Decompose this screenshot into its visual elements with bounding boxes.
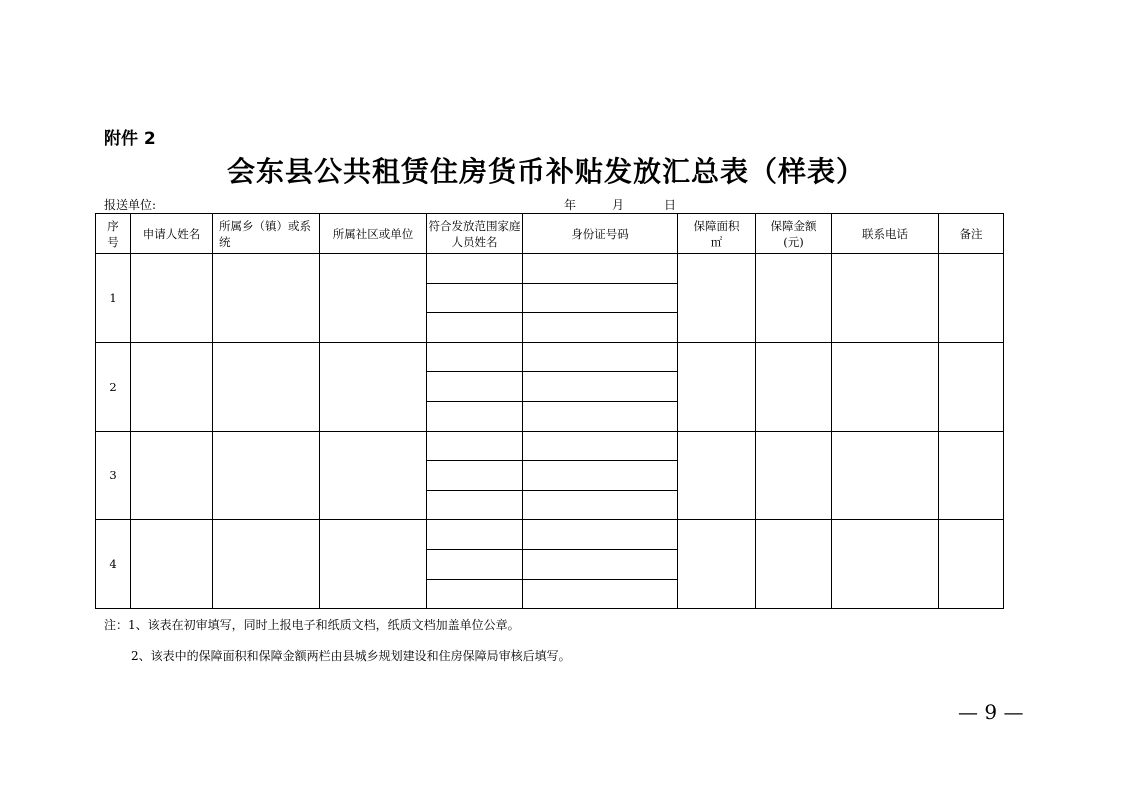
family-member-cell xyxy=(427,520,523,550)
date-day-label: 日 xyxy=(664,198,677,212)
phone-cell xyxy=(832,431,939,520)
id-number-cell xyxy=(523,520,678,550)
id-number-cell xyxy=(523,579,678,609)
header-area: 保障面积 ㎡ xyxy=(678,214,756,254)
applicant-name-cell xyxy=(131,342,213,431)
id-number-cell xyxy=(523,254,678,284)
header-id-number: 身份证号码 xyxy=(523,214,678,254)
community-cell xyxy=(320,342,427,431)
page-title: 会东县公共租赁住房货币补贴发放汇总表（样表） xyxy=(226,155,865,188)
header-phone: 联系电话 xyxy=(832,214,939,254)
applicant-name-cell xyxy=(131,431,213,520)
community-cell xyxy=(320,520,427,609)
table-row xyxy=(96,431,1004,461)
family-member-cell xyxy=(427,342,523,372)
remarks-cell xyxy=(939,342,1004,431)
family-member-cell xyxy=(427,461,523,491)
table-row xyxy=(96,342,1004,372)
header-township: 所属乡（镇）或系统 xyxy=(213,214,320,254)
header-family-members: 符合发放范围家庭人员姓名 xyxy=(427,214,523,254)
family-member-cell xyxy=(427,254,523,284)
phone-cell xyxy=(832,520,939,609)
amount-cell xyxy=(756,520,832,609)
row-seq-cell: 3 xyxy=(96,431,131,520)
date-year-label: 年 xyxy=(564,198,577,212)
family-member-cell xyxy=(427,313,523,343)
area-cell xyxy=(678,520,756,609)
header-amount: 保障金额 (元) xyxy=(756,214,832,254)
applicant-name-cell xyxy=(131,520,213,609)
table-header-row xyxy=(96,214,1004,254)
page-number: — 9 — xyxy=(958,700,1024,724)
id-number-cell xyxy=(523,401,678,431)
id-number-cell xyxy=(523,342,678,372)
township-cell xyxy=(213,254,320,343)
family-member-cell xyxy=(427,283,523,313)
row-seq-cell: 2 xyxy=(96,342,131,431)
community-cell xyxy=(320,254,427,343)
note-2: 2、该表中的保障面积和保障金额两栏由县城乡规划建设和住房保障局审核后填写。 xyxy=(131,649,571,663)
family-member-cell xyxy=(427,549,523,579)
township-cell xyxy=(213,520,320,609)
family-member-cell xyxy=(427,579,523,609)
subsidy-summary-table xyxy=(95,213,1004,609)
row-seq-cell: 4 xyxy=(96,520,131,609)
phone-cell xyxy=(832,342,939,431)
amount-cell xyxy=(756,254,832,343)
attachment-label: 附件 2 xyxy=(104,129,156,149)
township-cell xyxy=(213,431,320,520)
area-cell xyxy=(678,431,756,520)
header-applicant-name: 申请人姓名 xyxy=(131,214,213,254)
family-member-cell xyxy=(427,401,523,431)
area-cell xyxy=(678,342,756,431)
applicant-name-cell xyxy=(131,254,213,343)
phone-cell xyxy=(832,254,939,343)
township-cell xyxy=(213,342,320,431)
date-month-label: 月 xyxy=(612,198,625,212)
id-number-cell xyxy=(523,461,678,491)
id-number-cell xyxy=(523,490,678,520)
remarks-cell xyxy=(939,431,1004,520)
header-community: 所属社区或单位 xyxy=(320,214,427,254)
amount-cell xyxy=(756,342,832,431)
report-unit-label: 报送单位: xyxy=(104,198,157,212)
id-number-cell xyxy=(523,549,678,579)
remarks-cell xyxy=(939,520,1004,609)
table-row xyxy=(96,520,1004,550)
id-number-cell xyxy=(523,372,678,402)
note-1: 注：1、该表在初审填写，同时上报电子和纸质文档，纸质文档加盖单位公章。 xyxy=(104,618,520,632)
remarks-cell xyxy=(939,254,1004,343)
area-cell xyxy=(678,254,756,343)
family-member-cell xyxy=(427,431,523,461)
community-cell xyxy=(320,431,427,520)
table-row xyxy=(96,254,1004,284)
id-number-cell xyxy=(523,431,678,461)
header-remarks: 备注 xyxy=(939,214,1004,254)
id-number-cell xyxy=(523,313,678,343)
id-number-cell xyxy=(523,283,678,313)
header-seq: 序 号 xyxy=(96,214,131,254)
row-seq-cell: 1 xyxy=(96,254,131,343)
amount-cell xyxy=(756,431,832,520)
family-member-cell xyxy=(427,490,523,520)
family-member-cell xyxy=(427,372,523,402)
